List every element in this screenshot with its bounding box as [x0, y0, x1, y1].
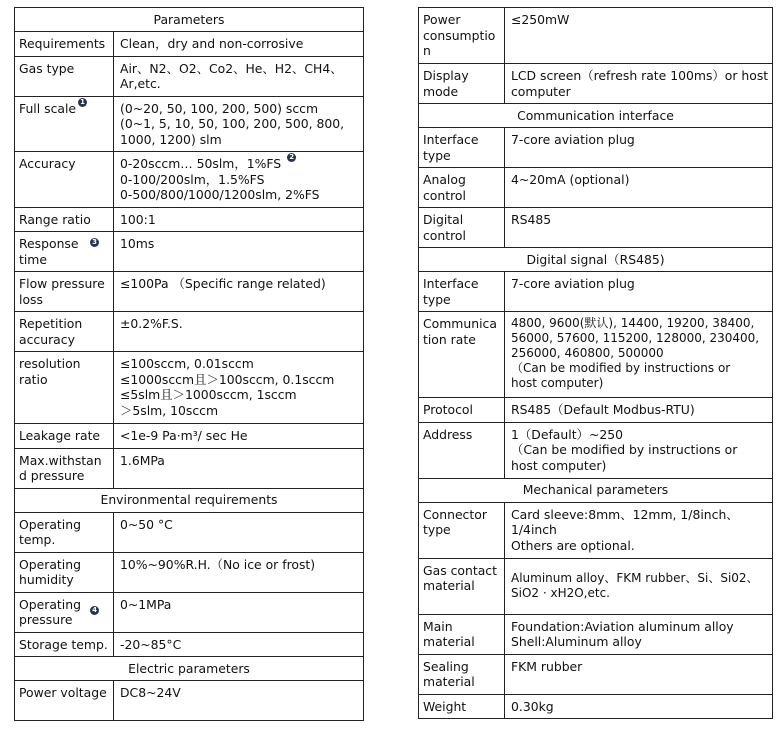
label-gas-contact-material: Gas contact material	[419, 558, 505, 614]
value-interface-type-rs485: 7-core aviation plug	[505, 272, 773, 312]
value-operating-humidity: 10%~90%R.H.（No ice or frost)	[114, 552, 364, 592]
label-digital-control: Digital control	[419, 208, 505, 248]
footnote-marker-4: 4	[90, 606, 99, 615]
value-sealing-material: FKM rubber	[505, 654, 773, 694]
value-analog-control: 4~20mA (optional)	[505, 168, 773, 208]
section-header-electric: Electric parameters	[15, 657, 364, 681]
label-gas-type: Gas type	[15, 56, 114, 96]
label-communication-rate: Communication rate	[419, 312, 505, 398]
label-power-voltage: Power voltage	[15, 681, 114, 721]
label-weight: Weight	[419, 694, 505, 719]
label-accuracy: Accuracy	[15, 152, 114, 208]
right-table-body	[419, 8, 773, 719]
value-weight: 0.30kg	[505, 694, 773, 719]
value-range-ratio: 100:1	[114, 207, 364, 232]
value-gas-contact-material: Aluminum alloy、FKM rubber、Si、Si02、 SiO2 · xH2O,etc.	[505, 558, 773, 614]
label-leakage-rate: Leakage rate	[15, 424, 114, 449]
value-flow-pressure-loss: ≤100Pa （Specific range related)	[114, 272, 364, 312]
label-interface-type: Interface type	[419, 128, 505, 168]
value-operating-temp: 0~50 °C	[114, 512, 364, 552]
section-header-mechanical: Mechanical parameters	[419, 478, 773, 502]
label-analog-control: Analog control	[419, 168, 505, 208]
value-accuracy: 0-20sccm… 50slm，1%FS 2 0-100/200slm，1.5%FS 0-500/800/1000/1200slm, 2%FS	[114, 152, 364, 208]
value-leakage-rate: <1e-9 Pa·m³/ sec He	[114, 424, 364, 449]
value-address: 1（Default）~250 （Can be modified by instructions or host computer)	[505, 422, 773, 478]
value-display-mode: LCD screen（refresh rate 100ms）or host computer	[505, 64, 773, 104]
label-requirements: Requirements	[15, 32, 114, 57]
value-repetition-accuracy: ±0.2%F.S.	[114, 312, 364, 352]
footnote-marker-3: 3	[90, 238, 99, 247]
footnote-marker-1: 1	[78, 98, 87, 107]
label-max-withstand-pressure: Max.withstand pressure	[15, 448, 114, 488]
value-requirements: Clean，dry and non-corrosive	[114, 32, 364, 57]
label-address: Address	[419, 422, 505, 478]
section-header-digital-signal: Digital signal（RS485)	[419, 248, 773, 272]
label-range-ratio: Range ratio	[15, 207, 114, 232]
value-response-time: 10ms	[114, 232, 364, 272]
label-sealing-material: Sealing material	[419, 654, 505, 694]
value-protocol: RS485（Default Modbus-RTU)	[505, 398, 773, 423]
value-operating-pressure: 0~1MPa	[114, 592, 364, 632]
value-gas-type: Air、N2、O2、Co2、He、H2、CH4、 Ar,etc.	[114, 56, 364, 96]
label-full-scale: Full scale 1	[15, 96, 114, 152]
label-operating-pressure: Operating pressure	[15, 592, 114, 632]
value-power-consumption: ≤250mW	[505, 8, 773, 64]
label-main-material: Main material	[419, 614, 505, 654]
label-power-consumption: Power consumption	[419, 8, 505, 64]
label-display-mode: Display mode	[419, 64, 505, 104]
label-operating-humidity: Operating humidity	[15, 552, 114, 592]
value-connector-type: Card sleeve:8mm、12mm, 1/8inch、 1/4inch Others are optional.	[505, 502, 773, 558]
value-max-withstand-pressure: 1.6MPa	[114, 448, 364, 488]
label-operating-temp: Operating temp.	[15, 512, 114, 552]
value-full-scale: (0~20, 50, 100, 200, 500) sccm (0~1, 5, 10, 50, 100, 200, 500, 800, 1000, 1200) slm	[114, 96, 364, 152]
value-storage-temp: -20~85°C	[114, 632, 364, 657]
label-repetition-accuracy: Repetition accuracy	[15, 312, 114, 352]
left-table-body	[15, 8, 364, 721]
value-communication-rate: 4800, 9600(默认), 14400, 19200, 38400, 56000, 57600, 115200, 128000, 230400, 256000, 460800, 500000 （Can be modified by instructions or host computer)	[505, 312, 773, 398]
footnote-marker-2: 2	[287, 153, 296, 162]
label-protocol: Protocol	[419, 398, 505, 423]
value-resolution-ratio: ≤100sccm, 0.01sccm ≤1000sccm且＞100sccm, 0.1sccm ≤5slm且＞1000sccm, 1sccm ＞5slm, 10sccm	[114, 352, 364, 424]
value-main-material: Foundation:Aviation aluminum alloy Shell:Aluminum alloy	[505, 614, 773, 654]
label-flow-pressure-loss: Flow pressure loss	[15, 272, 114, 312]
right-spec-table	[418, 7, 773, 719]
left-spec-table	[14, 7, 364, 721]
label-resolution-ratio: resolution ratio	[15, 352, 114, 424]
section-header-parameters: Parameters	[15, 8, 364, 32]
label-storage-temp: Storage temp.	[15, 632, 114, 657]
value-interface-type: 7-core aviation plug	[505, 128, 773, 168]
section-header-environmental: Environmental requirements	[15, 488, 364, 512]
label-interface-type-rs485: Interface type	[419, 272, 505, 312]
section-header-communication: Communication interface	[419, 104, 773, 128]
value-digital-control: RS485	[505, 208, 773, 248]
label-connector-type: Connector type	[419, 502, 505, 558]
label-response-time: Response time	[15, 232, 114, 272]
value-power-voltage: DC8~24V	[114, 681, 364, 721]
